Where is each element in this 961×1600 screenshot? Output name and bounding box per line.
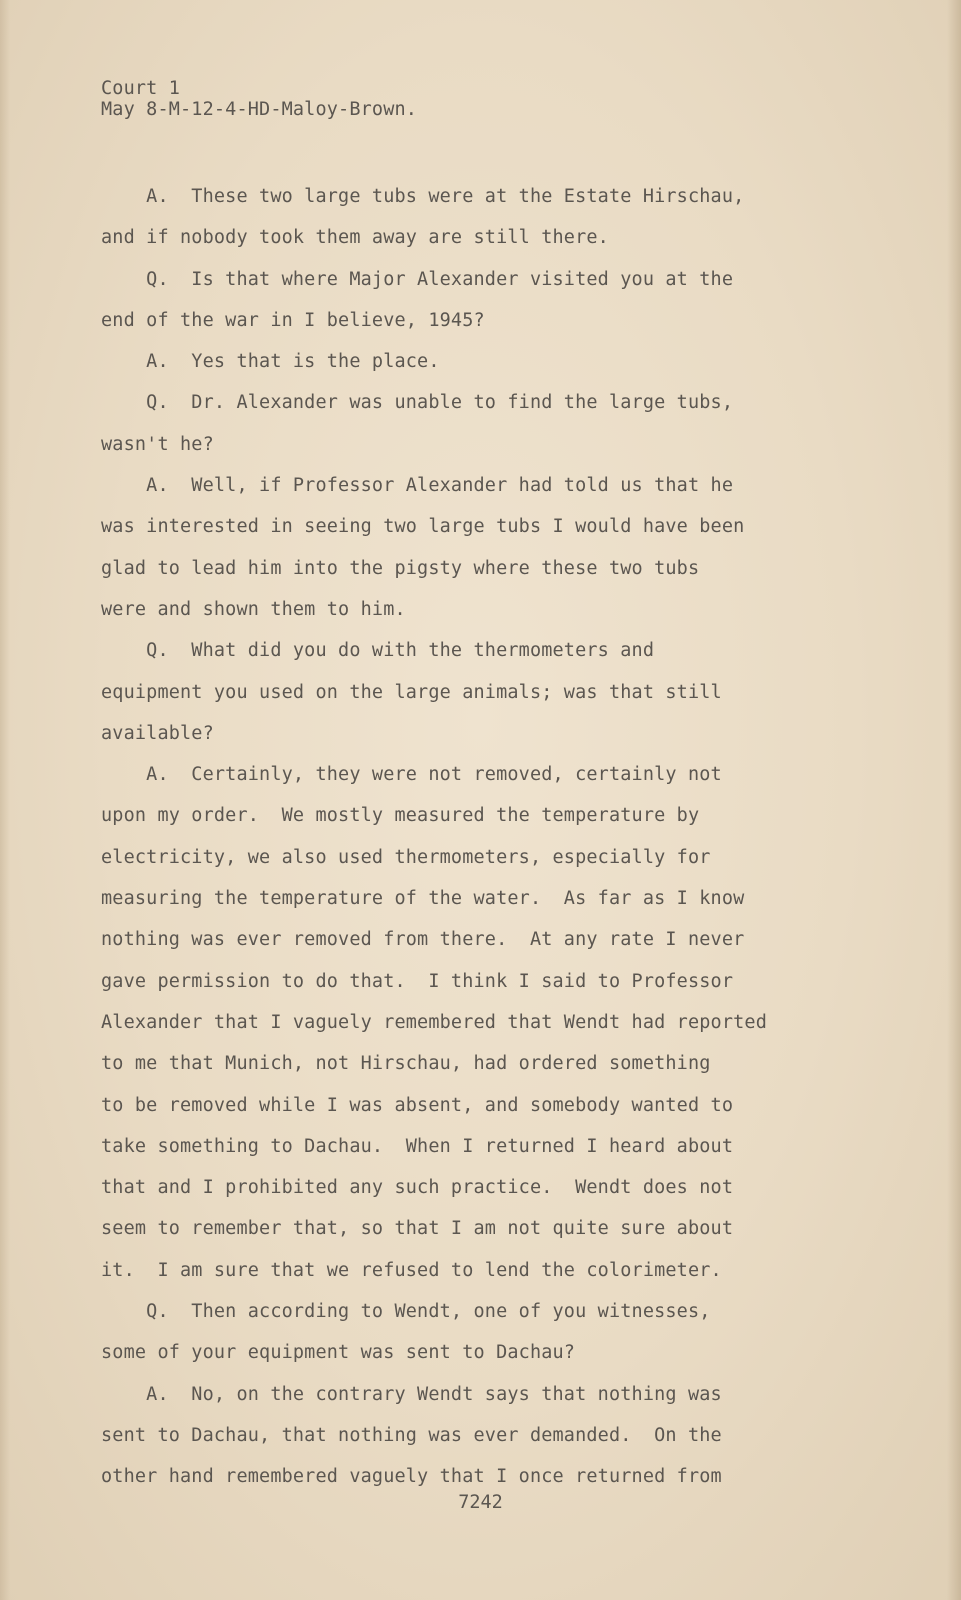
header-court: Court 1 bbox=[101, 78, 181, 99]
transcript-line: Q. Is that where Major Alexander visited you at the bbox=[101, 268, 734, 290]
transcript-line: to me that Munich, not Hirschau, had ordered something bbox=[101, 1053, 711, 1075]
transcript-line: A. Certainly, they were not removed, certainly not bbox=[101, 764, 722, 786]
transcript-line: sent to Dachau, that nothing was ever demanded. On the bbox=[101, 1424, 722, 1446]
transcript-line: A. These two large tubs were at the Estate Hirschau, bbox=[101, 186, 745, 207]
transcript-line: was interested in seeing two large tubs I would have been bbox=[101, 516, 745, 538]
transcript-body bbox=[101, 176, 767, 1498]
transcript-line: measuring the temperature of the water. As far as I know bbox=[101, 888, 745, 910]
transcript-line: glad to lead him into the pigsty where these two tubs bbox=[101, 557, 700, 579]
transcript-line: and if nobody took them away are still there. bbox=[101, 227, 609, 249]
page-edge-left bbox=[0, 0, 10, 1600]
transcript-line: equipment you used on the large animals; was that still bbox=[101, 681, 722, 703]
transcript-line: some of your equipment was sent to Dachau? bbox=[101, 1342, 576, 1364]
transcript-line: it. I am sure that we refused to lend the colorimeter. bbox=[101, 1259, 722, 1281]
document-header bbox=[101, 78, 417, 120]
transcript-line: that and I prohibited any such practice. Wendt does not bbox=[101, 1177, 734, 1199]
transcript-line: seem to remember that, so that I am not quite sure about bbox=[101, 1218, 734, 1240]
transcript-line: end of the war in I believe, 1945? bbox=[101, 309, 485, 331]
transcript-line: take something to Dachau. When I returned I heard about bbox=[101, 1135, 734, 1157]
transcript-line: electricity, we also used thermometers, especially for bbox=[101, 846, 711, 868]
transcript-line: A. Well, if Professor Alexander had told us that he bbox=[101, 475, 734, 497]
header-reference: May 8-M-12-4-HD-Maloy-Brown. bbox=[101, 99, 418, 120]
page-edge-right bbox=[947, 0, 961, 1600]
transcript-line: were and shown them to him. bbox=[101, 598, 406, 620]
transcript-line: to be removed while I was absent, and somebody wanted to bbox=[101, 1094, 734, 1116]
transcript-line: Q. What did you do with the thermometers and bbox=[101, 640, 655, 662]
transcript-line: nothing was ever removed from there. At any rate I never bbox=[101, 929, 745, 951]
transcript-line: A. No, on the contrary Wendt says that nothing was bbox=[101, 1383, 722, 1405]
transcript-line: Alexander that I vaguely remembered that Wendt had reported bbox=[101, 1011, 767, 1033]
transcript-line: upon my order. We mostly measured the temperature by bbox=[101, 805, 700, 827]
transcript-line: other hand remembered vaguely that I once returned from bbox=[101, 1466, 722, 1488]
transcript-line: Q. Then according to Wendt, one of you witnesses, bbox=[101, 1301, 711, 1323]
page-number: 7242 bbox=[458, 1492, 503, 1513]
transcript-line: A. Yes that is the place. bbox=[101, 351, 440, 373]
transcript-line: wasn't he? bbox=[101, 433, 214, 455]
transcript-line: Q. Dr. Alexander was unable to find the large tubs, bbox=[101, 392, 734, 414]
transcript-line: gave permission to do that. I think I said to Professor bbox=[101, 970, 734, 992]
transcript-line: available? bbox=[101, 722, 214, 744]
